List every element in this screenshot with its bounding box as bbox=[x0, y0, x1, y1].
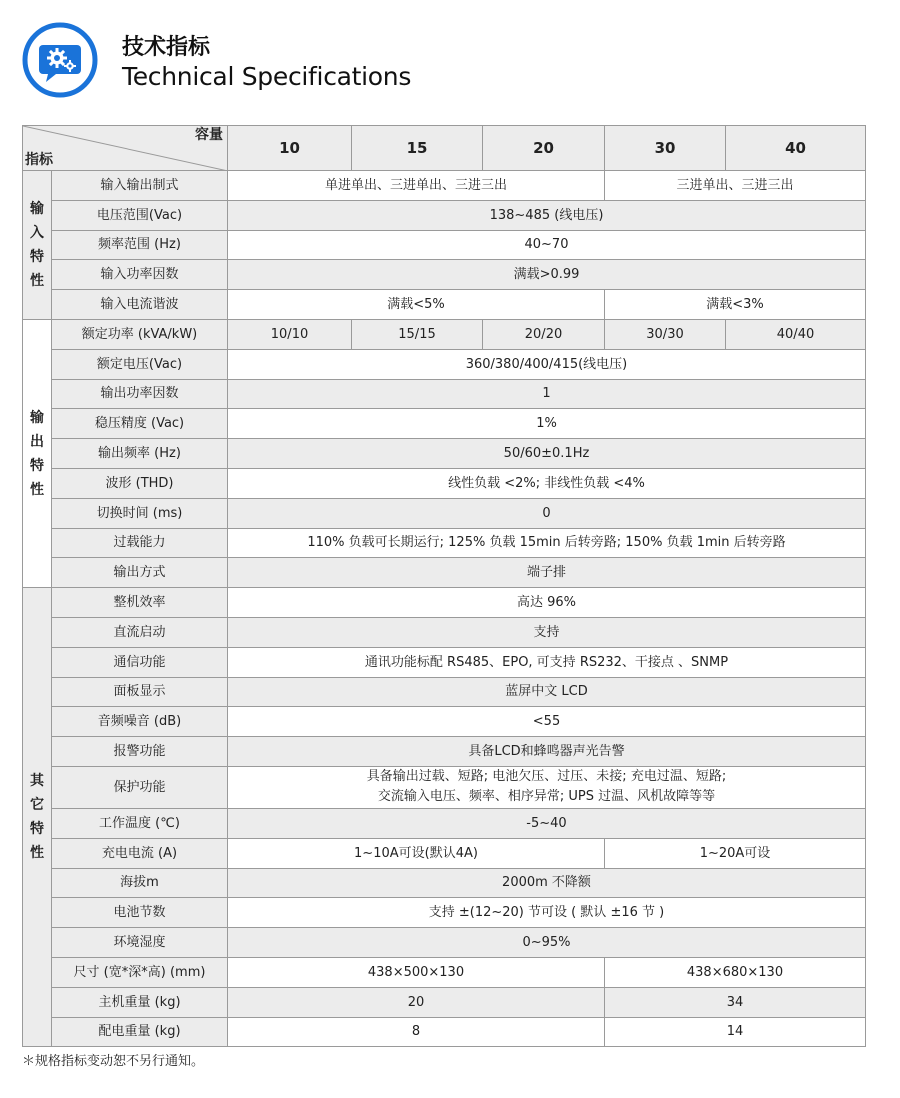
table-row bbox=[23, 528, 866, 558]
row-label: 输出功率因数 bbox=[52, 379, 228, 409]
table-row bbox=[23, 379, 866, 409]
table-row bbox=[23, 707, 866, 737]
capacity-header: 30 bbox=[605, 126, 726, 171]
row-value: 110% 负载可长期运行; 125% 负载 15min 后转旁路; 150% 负载 1min 后转旁路 bbox=[228, 528, 866, 558]
group-input bbox=[23, 171, 52, 320]
row-label: 输入功率因数 bbox=[52, 260, 228, 290]
footnote: ＊规格指标变动恕不另行通知。 bbox=[22, 1054, 205, 1069]
table-row bbox=[23, 498, 866, 528]
row-value: 10/10 bbox=[228, 319, 352, 349]
row-label: 通信功能 bbox=[52, 647, 228, 677]
row-value: 8 bbox=[228, 1017, 605, 1047]
row-value: 138~485 (线电压) bbox=[228, 200, 866, 230]
table-row bbox=[23, 838, 866, 868]
row-value: 20/20 bbox=[483, 319, 605, 349]
row-label: 额定功率 (kVA/kW) bbox=[52, 319, 228, 349]
row-value: 2000m 不降额 bbox=[228, 868, 866, 898]
group-other bbox=[23, 588, 52, 1047]
row-label: 工作温度 (℃) bbox=[52, 808, 228, 838]
row-value: 40~70 bbox=[228, 230, 866, 260]
row-label: 波形 (THD) bbox=[52, 468, 228, 498]
row-label: 频率范围 (Hz) bbox=[52, 230, 228, 260]
row-value: 端子排 bbox=[228, 558, 866, 588]
table-row bbox=[23, 808, 866, 838]
table-header-row bbox=[23, 126, 866, 171]
table-row bbox=[23, 409, 866, 439]
row-value: 支持 ±(12~20) 节可设 ( 默认 ±16 节 ) bbox=[228, 898, 866, 928]
corner-cell bbox=[23, 126, 228, 171]
row-value: <55 bbox=[228, 707, 866, 737]
row-value: 0~95% bbox=[228, 928, 866, 958]
row-value: 具备LCD和蜂鸣器声光告警 bbox=[228, 737, 866, 767]
row-label: 电压范围(Vac) bbox=[52, 200, 228, 230]
table-row bbox=[23, 677, 866, 707]
row-value: 通讯功能标配 RS485、EPO, 可支持 RS232、干接点 、SNMP bbox=[228, 647, 866, 677]
row-label: 过载能力 bbox=[52, 528, 228, 558]
table-row bbox=[23, 737, 866, 767]
row-value: 线性负载 <2%; 非线性负载 <4% bbox=[228, 468, 866, 498]
corner-spec-label: 指标 bbox=[25, 152, 53, 168]
row-label: 额定电压(Vac) bbox=[52, 349, 228, 379]
row-value: 0 bbox=[228, 498, 866, 528]
spec-table bbox=[22, 125, 866, 1047]
row-label: 直流启动 bbox=[52, 617, 228, 647]
row-value: 满载<3% bbox=[605, 290, 866, 320]
capacity-header: 10 bbox=[228, 126, 352, 171]
row-label: 保护功能 bbox=[52, 766, 228, 808]
table-row bbox=[23, 200, 866, 230]
row-label: 充电电流 (A) bbox=[52, 838, 228, 868]
row-label: 整机效率 bbox=[52, 588, 228, 618]
protection-line-2: 交流输入电压、频率、相序异常; UPS 过温、风机故障等等 bbox=[377, 789, 716, 805]
row-label: 输入输出制式 bbox=[52, 171, 228, 201]
row-label: 主机重量 (kg) bbox=[52, 987, 228, 1017]
row-value: 50/60±0.1Hz bbox=[228, 439, 866, 469]
row-value bbox=[228, 766, 866, 808]
table-row bbox=[23, 1017, 866, 1047]
row-value: 1% bbox=[228, 409, 866, 439]
page-header bbox=[22, 20, 882, 100]
row-value: 三进单出、三进三出 bbox=[605, 171, 866, 201]
row-label: 输出频率 (Hz) bbox=[52, 439, 228, 469]
row-label: 电池节数 bbox=[52, 898, 228, 928]
row-label: 尺寸 (宽*深*高) (mm) bbox=[52, 957, 228, 987]
row-value: 14 bbox=[605, 1017, 866, 1047]
group-output bbox=[23, 319, 52, 587]
row-value: 34 bbox=[605, 987, 866, 1017]
table-row bbox=[23, 230, 866, 260]
row-value: 满载<5% bbox=[228, 290, 605, 320]
title-english: Technical Specifications bbox=[122, 62, 412, 91]
row-label: 稳压精度 (Vac) bbox=[52, 409, 228, 439]
row-label: 配电重量 (kg) bbox=[52, 1017, 228, 1047]
table-row bbox=[23, 558, 866, 588]
table-row bbox=[23, 868, 866, 898]
row-value: -5~40 bbox=[228, 808, 866, 838]
table-row bbox=[23, 957, 866, 987]
row-value: 满载>0.99 bbox=[228, 260, 866, 290]
row-value: 438×500×130 bbox=[228, 957, 605, 987]
table-row bbox=[23, 468, 866, 498]
row-value: 40/40 bbox=[726, 319, 866, 349]
row-value: 高达 96% bbox=[228, 588, 866, 618]
table-row bbox=[23, 647, 866, 677]
gear-chat-icon bbox=[22, 22, 98, 98]
row-value: 支持 bbox=[228, 617, 866, 647]
row-value: 20 bbox=[228, 987, 605, 1017]
table-row bbox=[23, 171, 866, 201]
title-chinese: 技术指标 bbox=[122, 35, 211, 60]
row-label: 音频噪音 (dB) bbox=[52, 707, 228, 737]
table-row bbox=[23, 260, 866, 290]
table-row bbox=[23, 617, 866, 647]
corner-capacity-label: 容量 bbox=[195, 127, 223, 143]
row-value: 30/30 bbox=[605, 319, 726, 349]
table-row bbox=[23, 349, 866, 379]
table-row bbox=[23, 766, 866, 808]
row-value: 蓝屏中文 LCD bbox=[228, 677, 866, 707]
capacity-header: 40 bbox=[726, 126, 866, 171]
table-row bbox=[23, 898, 866, 928]
row-value: 1~20A可设 bbox=[605, 838, 866, 868]
capacity-header: 15 bbox=[352, 126, 483, 171]
table-row bbox=[23, 319, 866, 349]
group-label: 其它特性 bbox=[30, 773, 44, 862]
row-label: 报警功能 bbox=[52, 737, 228, 767]
table-row bbox=[23, 439, 866, 469]
row-label: 海拔m bbox=[52, 868, 228, 898]
table-row bbox=[23, 928, 866, 958]
row-value: 15/15 bbox=[352, 319, 483, 349]
row-label: 面板显示 bbox=[52, 677, 228, 707]
row-value: 438×680×130 bbox=[605, 957, 866, 987]
row-label: 输出方式 bbox=[52, 558, 228, 588]
table-row bbox=[23, 290, 866, 320]
table-row bbox=[23, 588, 866, 618]
protection-line-1: 具备输出过载、短路; 电池欠压、过压、未接; 充电过温、短路; bbox=[366, 769, 727, 785]
row-value: 1 bbox=[228, 379, 866, 409]
row-value: 单进单出、三进单出、三进三出 bbox=[228, 171, 605, 201]
group-label: 输入特性 bbox=[30, 200, 44, 289]
capacity-header: 20 bbox=[483, 126, 605, 171]
row-label: 输入电流谐波 bbox=[52, 290, 228, 320]
row-label: 环境湿度 bbox=[52, 928, 228, 958]
row-value: 1~10A可设(默认4A) bbox=[228, 838, 605, 868]
row-value: 360/380/400/415(线电压) bbox=[228, 349, 866, 379]
group-label: 输出特性 bbox=[30, 409, 44, 498]
table-row bbox=[23, 987, 866, 1017]
row-label: 切换时间 (ms) bbox=[52, 498, 228, 528]
